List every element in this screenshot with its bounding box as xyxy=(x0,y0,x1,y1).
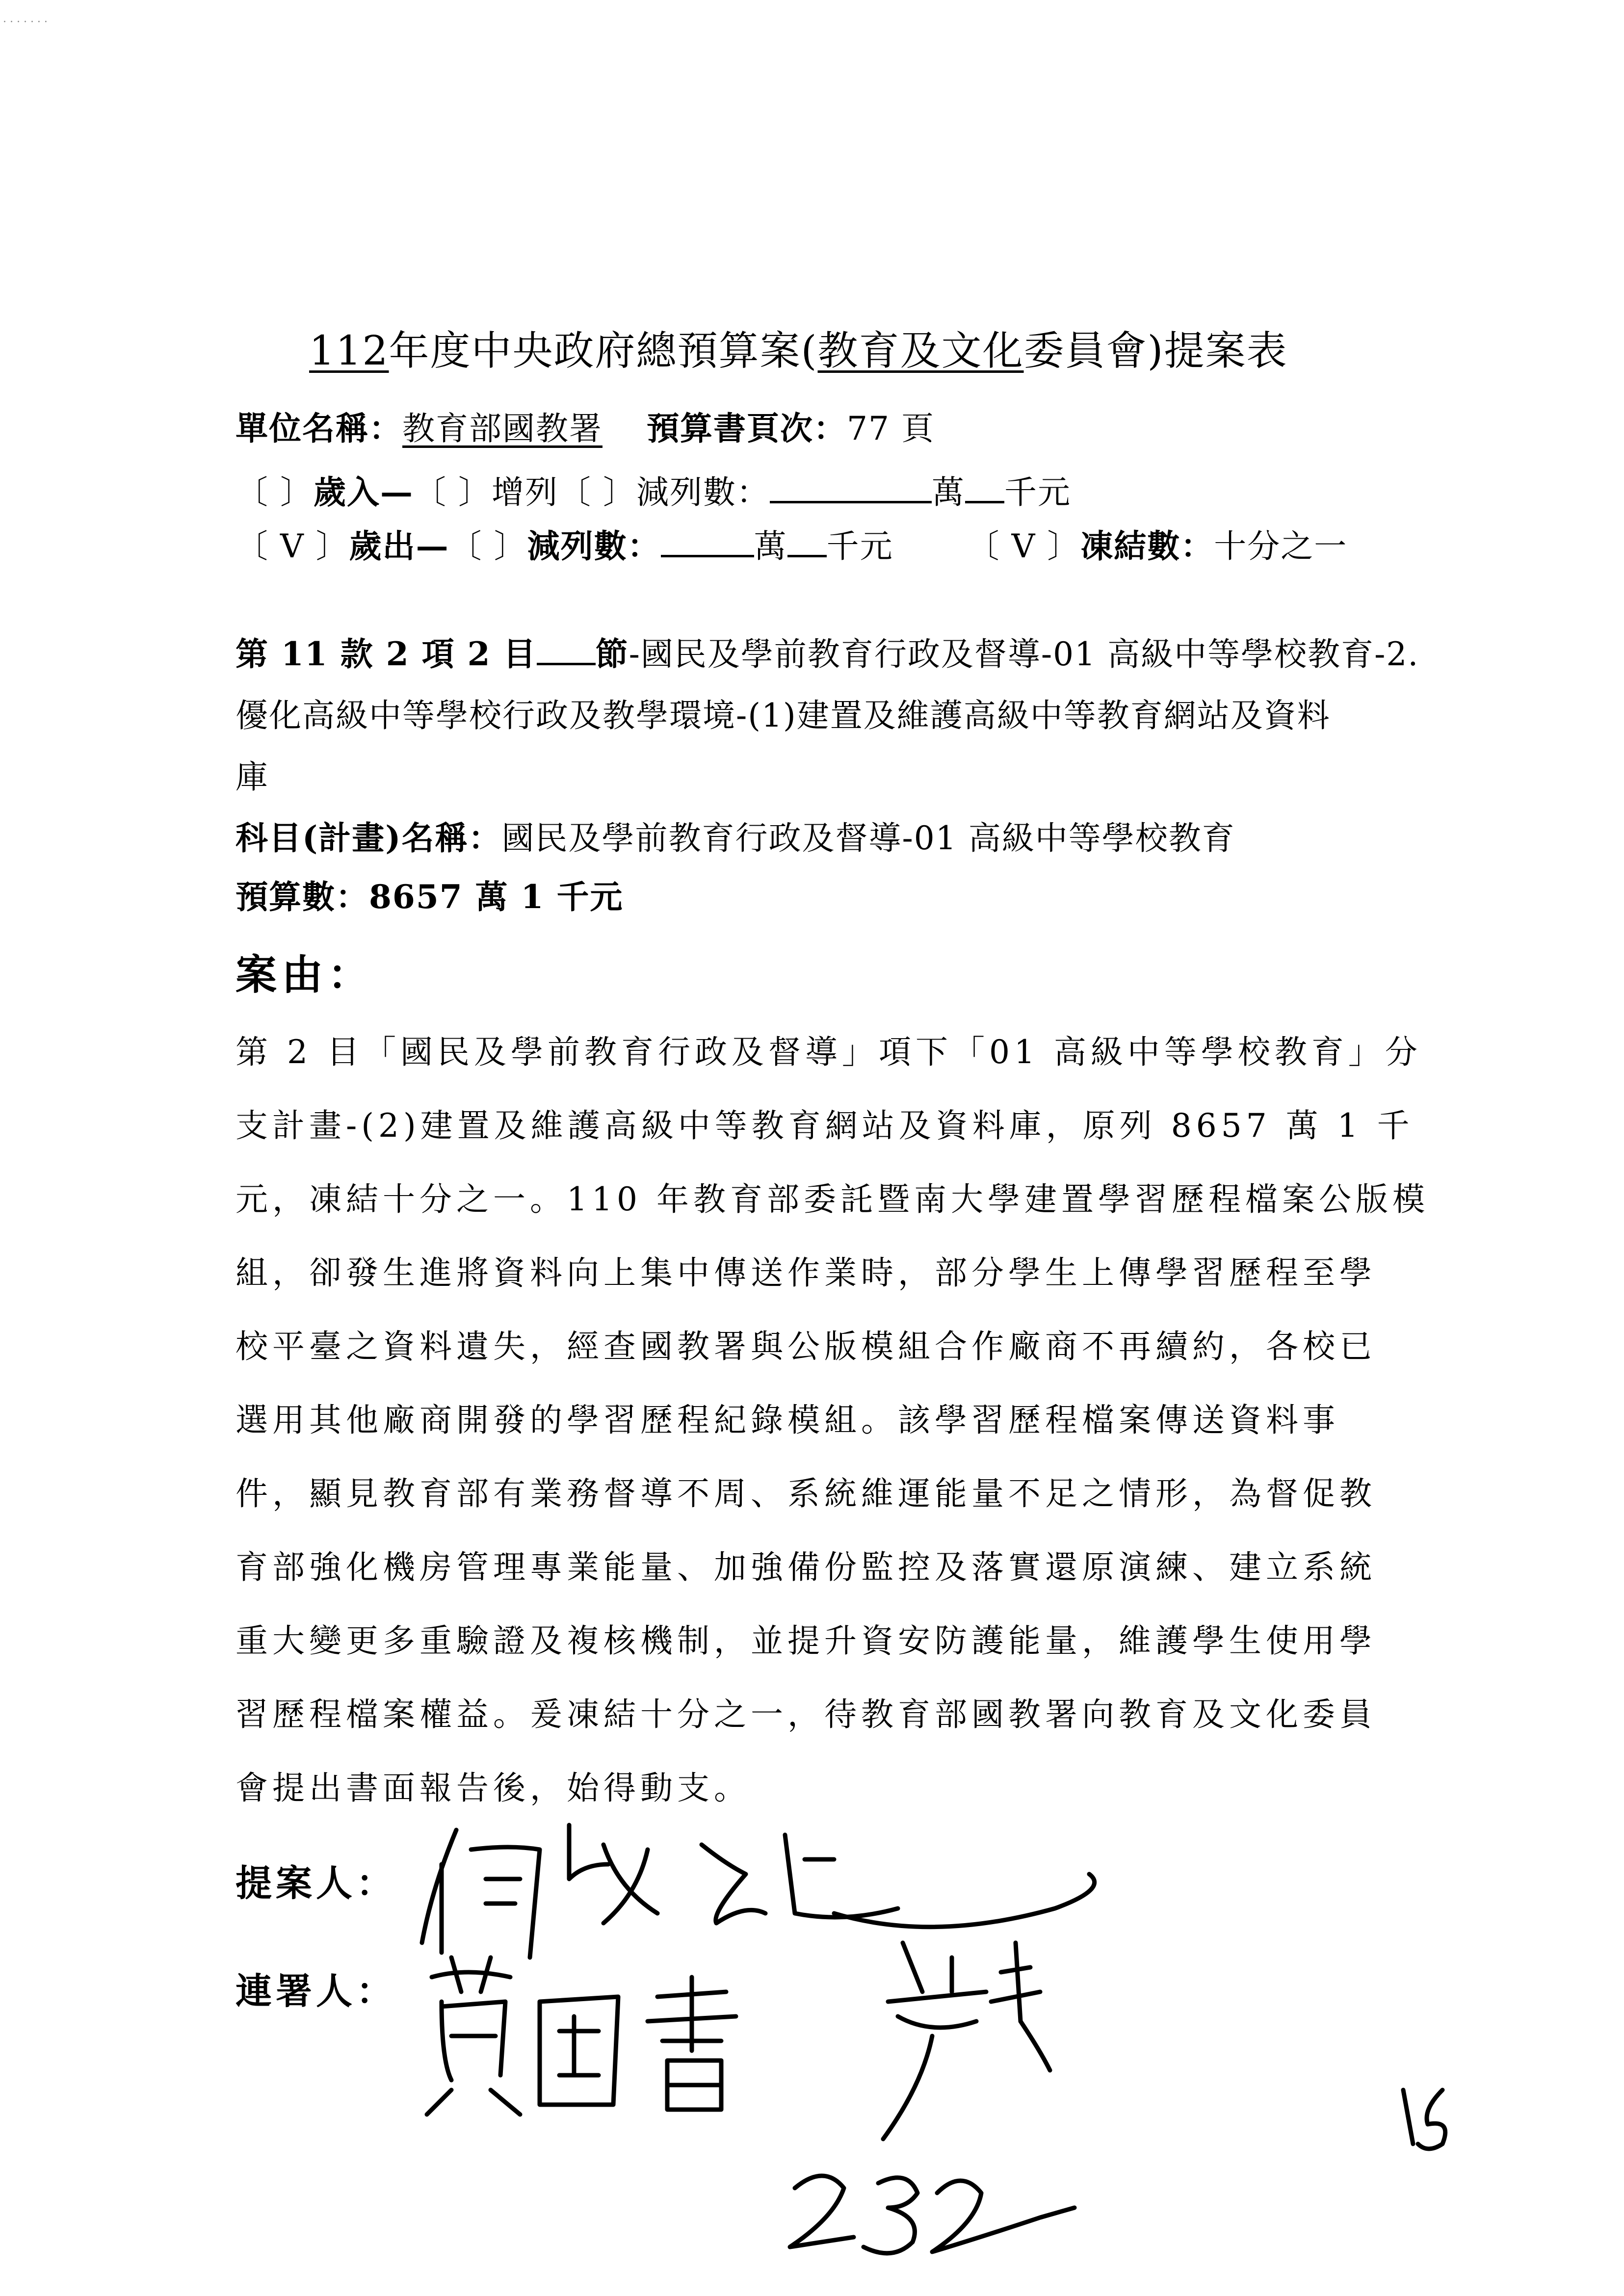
subject-label: 科目(計畫)名稱： xyxy=(236,819,502,857)
proposer-label: 提案人： xyxy=(236,1862,396,1905)
page-mark xyxy=(1403,2090,1445,2149)
unit-value: 教育部國教署 xyxy=(402,410,602,447)
reason-line: 元，凍結十分之一。110 年教育部委託暨南大學建置學習歷程檔案公版模 xyxy=(236,1180,1429,1218)
cosigner-label: 連署人： xyxy=(236,1970,396,2012)
scan-marks: . . . . . . . xyxy=(3,13,48,25)
reason-line: 校平臺之資料遺失，經查國教署與公版模組合作廠商不再續約，各校已 xyxy=(236,1328,1376,1365)
budget-label: 預算數： xyxy=(236,878,369,916)
thousand-label: 千元 xyxy=(1004,473,1071,511)
title-year: 112 xyxy=(309,328,389,374)
reason-line: 習歷程檔案權益。爰凍結十分之一，待教育部國教署向教育及文化委員 xyxy=(236,1696,1376,1733)
revenue-box: 〔 〕 xyxy=(236,473,314,511)
freeze-label: 凍結數： xyxy=(1080,527,1214,565)
exp-thousand-label: 千元 xyxy=(826,527,893,565)
reason-line: 組，卻發生進將資料向上集中傳送作業時，部分學生上傳學習歷程至學 xyxy=(236,1254,1376,1292)
cosigner2-signature xyxy=(883,1943,1050,2139)
expenditure-label: 歲出— xyxy=(349,527,449,565)
increase-label: 增列 xyxy=(491,473,558,511)
title-committee: 教育及文化 xyxy=(817,328,1024,374)
reason-line: 育部強化機房管理專業能量、加強備份監控及落實還原演練、建立系統 xyxy=(236,1548,1376,1586)
item-line1-rest: -國民及學前教育行政及督導-01 高級中等學校教育-2. xyxy=(629,635,1419,673)
reason-heading: 案由： xyxy=(236,950,374,999)
subject-value: 國民及學前教育行政及督導-01 高級中等學校教育 xyxy=(501,819,1235,857)
page-value: 77 頁 xyxy=(847,410,935,447)
decrease-label: 減列數： xyxy=(636,473,770,511)
item-bold: 第 11 款 2 項 2 目 xyxy=(236,635,537,673)
reason-line: 支計畫-(2)建置及維護高級中等教育網站及資料庫，原列 8657 萬 1 千 xyxy=(236,1107,1414,1145)
freeze-box: 〔 V 〕 xyxy=(967,527,1081,565)
freeze-value: 十分之一 xyxy=(1214,527,1348,565)
handwritten-number xyxy=(790,2176,1074,2253)
revenue-label: 歲入— xyxy=(313,473,414,511)
title-part1: 年度中央政府總預算案( xyxy=(389,328,818,374)
item-jie: 節 xyxy=(595,635,629,673)
page-label: 預算書頁次： xyxy=(647,409,847,447)
proposer-signature xyxy=(422,1825,1095,1957)
item-line-3: 庫 xyxy=(236,758,269,796)
decrease-box: 〔 〕 xyxy=(558,473,636,511)
reason-line: 重大變更多重驗證及複核機制，並提升資安防護能量，維護學生使用學 xyxy=(236,1622,1376,1660)
title-part2: 委員會)提案表 xyxy=(1023,328,1288,374)
exp-wan-label: 萬 xyxy=(754,527,787,565)
item-line-2: 優化高級中等學校行政及教學環境-(1)建置及維護高級中等教育網站及資料 xyxy=(236,697,1331,734)
reason-line: 件，顯見教育部有業務督導不周、系統維運能量不足之情形，為督促教 xyxy=(236,1475,1376,1513)
expenditure-box: 〔 V 〕 xyxy=(236,527,349,565)
reason-line: 第 2 目「國民及學前教育行政及督導」項下「01 高級中等學校教育」分 xyxy=(236,1033,1422,1071)
wan-label: 萬 xyxy=(931,473,965,511)
exp-decrease-label: 減列數： xyxy=(527,527,661,565)
cosigner1-signature xyxy=(427,1957,736,2114)
budget-value: 8657 萬 1 千元 xyxy=(369,878,624,916)
reason-line: 選用其他廠商開發的學習歷程紀錄模組。該學習歷程檔案傳送資料事 xyxy=(236,1401,1339,1439)
increase-box: 〔 〕 xyxy=(413,473,492,511)
reason-line: 會提出書面報告後，始得動支。 xyxy=(236,1769,751,1807)
exp-decrease-box: 〔 〕 xyxy=(449,527,527,565)
unit-label: 單位名稱： xyxy=(236,409,402,447)
